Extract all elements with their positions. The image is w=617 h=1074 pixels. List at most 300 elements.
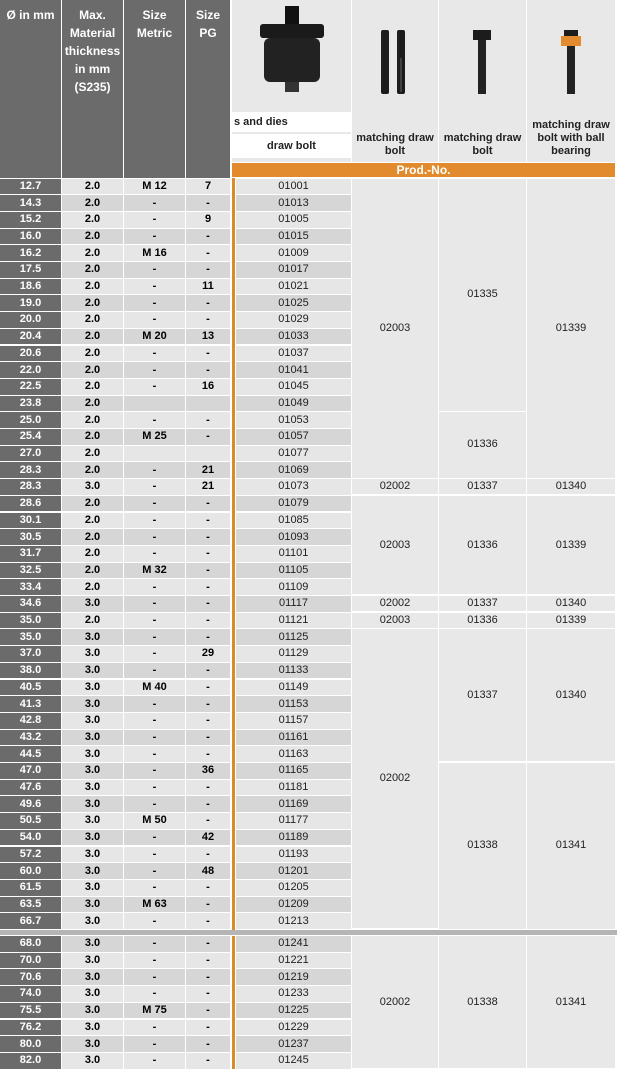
product-number-cell: 01069 [236, 462, 351, 478]
diameter-cell: 60.0 [0, 863, 61, 879]
product-number-cell: 01245 [236, 1053, 351, 1069]
bolt2-label: matching draw bolt [443, 132, 522, 157]
pg-cell: 42 [186, 830, 230, 846]
thickness-cell: 3.0 [62, 986, 123, 1002]
diameter-cell: 54.0 [0, 830, 61, 846]
diameter-cell: 14.3 [0, 195, 61, 211]
draw-bolt-3-cell: 01339 [527, 613, 615, 628]
pg-cell: - [186, 880, 230, 896]
metric-cell: - [124, 212, 185, 228]
draw-bolt-1-cell: 02003 [352, 179, 438, 478]
pg-cell: 7 [186, 179, 230, 195]
thickness-cell: 2.0 [62, 412, 123, 428]
metric-cell: - [124, 613, 185, 629]
product-number-cell: 01085 [236, 513, 351, 529]
pg-cell: - [186, 563, 230, 579]
thickness-cell: 2.0 [62, 529, 123, 545]
pg-cell: - [186, 1003, 230, 1019]
metric-cell: - [124, 262, 185, 278]
thickness-cell: 2.0 [62, 295, 123, 311]
metric-cell: M 50 [124, 813, 185, 829]
thickness-cell: 2.0 [62, 429, 123, 445]
metric-cell: - [124, 629, 185, 645]
metric-cell: - [124, 579, 185, 595]
product-number-cell: 01181 [236, 780, 351, 796]
pg-cell: - [186, 629, 230, 645]
punches-sublabel: draw bolt [267, 139, 316, 152]
product-number-cell: 01221 [236, 953, 351, 969]
thickness-cell: 3.0 [62, 813, 123, 829]
diameter-cell: 28.3 [0, 462, 61, 478]
product-number-cell: 01077 [236, 446, 351, 462]
diameter-cell: 28.6 [0, 496, 61, 512]
pg-cell [186, 446, 230, 462]
draw-bolt-2-cell: 01336 [439, 496, 526, 595]
pg-cell: - [186, 195, 230, 211]
metric-cell: - [124, 986, 185, 1002]
product-number-cell: 01073 [236, 479, 351, 495]
diameter-cell: 30.5 [0, 529, 61, 545]
draw-bolt-2-cell: 01337 [439, 479, 526, 494]
prod-no-bar: Prod.-No. [232, 163, 615, 177]
draw-bolt-2-cell: 01336 [439, 613, 526, 628]
thickness-cell: 3.0 [62, 969, 123, 985]
pg-cell: - [186, 847, 230, 863]
metric-cell: - [124, 346, 185, 362]
thickness-cell: 3.0 [62, 663, 123, 679]
metric-cell: - [124, 295, 185, 311]
diameter-cell: 31.7 [0, 546, 61, 562]
pg-cell: 11 [186, 279, 230, 295]
metric-cell: - [124, 312, 185, 328]
diameter-cell: 19.0 [0, 295, 61, 311]
metric-cell: M 75 [124, 1003, 185, 1019]
product-number-cell: 01105 [236, 563, 351, 579]
product-number-cell: 01237 [236, 1036, 351, 1052]
thickness-cell: 2.0 [62, 195, 123, 211]
metric-cell: - [124, 1036, 185, 1052]
product-number-cell: 01109 [236, 579, 351, 595]
draw-bolt-3-cell: 01340 [527, 629, 615, 761]
pg-cell: 13 [186, 329, 230, 345]
product-number-cell: 01079 [236, 496, 351, 512]
thickness-cell: 3.0 [62, 1036, 123, 1052]
diameter-cell: 18.6 [0, 279, 61, 295]
thickness-cell: 3.0 [62, 596, 123, 612]
pg-cell: - [186, 1020, 230, 1036]
thickness-cell: 3.0 [62, 730, 123, 746]
header-bolt3-column [527, 0, 615, 162]
thickness-cell: 2.0 [62, 329, 123, 345]
product-number-cell: 01209 [236, 897, 351, 913]
metric-cell: M 20 [124, 329, 185, 345]
pg-cell: - [186, 496, 230, 512]
metric-cell: - [124, 1020, 185, 1036]
product-number-cell: 01037 [236, 346, 351, 362]
product-number-cell: 01049 [236, 396, 351, 412]
metric-cell: - [124, 696, 185, 712]
product-number-cell: 01165 [236, 763, 351, 779]
thickness-cell: 2.0 [62, 513, 123, 529]
draw-bolt-1-cell: 02002 [352, 479, 438, 494]
draw-bolt-2-cell: 01337 [439, 596, 526, 611]
thickness-cell: 3.0 [62, 796, 123, 812]
product-number-cell: 01121 [236, 613, 351, 629]
diameter-cell: 66.7 [0, 913, 61, 929]
pg-cell: - [186, 680, 230, 696]
diameter-cell: 37.0 [0, 646, 61, 662]
product-number-cell: 01057 [236, 429, 351, 445]
metric-cell: - [124, 529, 185, 545]
pg-cell: - [186, 245, 230, 261]
pg-cell: - [186, 613, 230, 629]
punches-label: s and dies [234, 115, 288, 128]
diameter-cell: 80.0 [0, 1036, 61, 1052]
metric-cell: M 40 [124, 680, 185, 696]
product-number-cell: 01169 [236, 796, 351, 812]
pg-cell: - [186, 913, 230, 929]
pg-cell: - [186, 295, 230, 311]
product-number-cell: 01157 [236, 713, 351, 729]
diameter-cell: 33.4 [0, 579, 61, 595]
metric-cell: M 63 [124, 897, 185, 913]
thickness-cell: 2.0 [62, 496, 123, 512]
metric-cell: - [124, 496, 185, 512]
pg-cell: - [186, 936, 230, 952]
draw-bolt-1-cell: 02002 [352, 936, 438, 1068]
metric-cell: - [124, 969, 185, 985]
draw-bolt-1-cell: 02003 [352, 613, 438, 628]
diameter-cell: 63.5 [0, 897, 61, 913]
product-number-cell: 01161 [236, 730, 351, 746]
thickness-cell: 2.0 [62, 279, 123, 295]
product-number-cell: 01013 [236, 195, 351, 211]
pg-cell: - [186, 796, 230, 812]
diameter-cell: 43.2 [0, 730, 61, 746]
metric-cell: - [124, 830, 185, 846]
pg-cell: - [186, 1036, 230, 1052]
draw-bolt-2-cell: 01338 [439, 936, 526, 1068]
draw-bolt-2-cell: 01336 [439, 412, 526, 477]
product-number-cell: 01125 [236, 629, 351, 645]
thickness-cell: 3.0 [62, 780, 123, 796]
metric-cell: - [124, 763, 185, 779]
diameter-cell: 57.2 [0, 847, 61, 863]
metric-cell: M 12 [124, 179, 185, 195]
metric-cell: - [124, 780, 185, 796]
thickness-cell: 2.0 [62, 262, 123, 278]
diameter-cell: 20.4 [0, 329, 61, 345]
thickness-cell: 3.0 [62, 479, 123, 495]
product-number-cell: 01241 [236, 936, 351, 952]
thickness-cell: 3.0 [62, 863, 123, 879]
diameter-cell: 41.3 [0, 696, 61, 712]
metric-cell: - [124, 646, 185, 662]
thickness-cell: 3.0 [62, 629, 123, 645]
thickness-cell: 3.0 [62, 713, 123, 729]
metric-cell: - [124, 479, 185, 495]
pg-cell: 16 [186, 379, 230, 395]
orange-marker [232, 936, 235, 1070]
pg-cell: - [186, 813, 230, 829]
product-number-cell: 01219 [236, 969, 351, 985]
metric-cell: - [124, 746, 185, 762]
thickness-cell: 2.0 [62, 579, 123, 595]
pg-cell: - [186, 346, 230, 362]
draw-bolt-1-cell: 02003 [352, 496, 438, 595]
product-number-cell: 01045 [236, 379, 351, 395]
pg-cell: - [186, 746, 230, 762]
pg-cell: - [186, 262, 230, 278]
thickness-cell: 3.0 [62, 936, 123, 952]
metric-cell: - [124, 730, 185, 746]
thickness-cell: 2.0 [62, 546, 123, 562]
metric-cell: - [124, 663, 185, 679]
diameter-cell: 70.6 [0, 969, 61, 985]
product-number-cell: 01213 [236, 913, 351, 929]
diameter-cell: 44.5 [0, 746, 61, 762]
diameter-cell: 35.0 [0, 613, 61, 629]
pg-cell [186, 396, 230, 412]
pg-cell: - [186, 362, 230, 378]
diameter-cell: 70.0 [0, 953, 61, 969]
thickness-cell: 2.0 [62, 245, 123, 261]
product-number-cell: 01033 [236, 329, 351, 345]
diameter-cell: 42.8 [0, 713, 61, 729]
diameter-cell: 27.0 [0, 446, 61, 462]
thickness-cell: 3.0 [62, 1053, 123, 1069]
diameter-cell: 75.5 [0, 1003, 61, 1019]
metric-cell: - [124, 195, 185, 211]
draw-bolt-3-cell: 01339 [527, 179, 615, 478]
metric-cell: M 25 [124, 429, 185, 445]
pg-cell: - [186, 429, 230, 445]
thickness-cell: 2.0 [62, 462, 123, 478]
product-number-cell: 01193 [236, 847, 351, 863]
metric-cell: - [124, 412, 185, 428]
thickness-cell: 3.0 [62, 830, 123, 846]
metric-cell [124, 446, 185, 462]
pg-cell: 36 [186, 763, 230, 779]
metric-cell: - [124, 462, 185, 478]
pg-cell: - [186, 513, 230, 529]
diameter-cell: 20.0 [0, 312, 61, 328]
header-pg: Size PG [186, 0, 230, 178]
draw-bolt-3-cell: 01340 [527, 596, 615, 611]
thickness-cell: 2.0 [62, 229, 123, 245]
diameter-cell: 82.0 [0, 1053, 61, 1069]
thickness-cell: 2.0 [62, 446, 123, 462]
metric-cell: - [124, 863, 185, 879]
product-number-cell: 01017 [236, 262, 351, 278]
pg-cell: 48 [186, 863, 230, 879]
bolt3-label: matching draw bolt with ball bearing [532, 119, 610, 157]
product-number-cell: 01053 [236, 412, 351, 428]
metric-cell: M 32 [124, 563, 185, 579]
punch-die-set-icon [252, 4, 332, 104]
thickness-cell: 3.0 [62, 953, 123, 969]
draw-bolt-bearing-icon [556, 28, 586, 98]
pg-cell: - [186, 663, 230, 679]
thickness-cell: 3.0 [62, 847, 123, 863]
draw-bolt-2-cell: 01338 [439, 763, 526, 929]
product-number-cell: 01153 [236, 696, 351, 712]
diameter-cell: 12.7 [0, 179, 61, 195]
product-number-cell: 01201 [236, 863, 351, 879]
diameter-cell: 74.0 [0, 986, 61, 1002]
product-number-cell: 01001 [236, 179, 351, 195]
thickness-cell: 3.0 [62, 880, 123, 896]
header-punch-column [232, 0, 351, 162]
product-number-cell: 01205 [236, 880, 351, 896]
metric-cell: - [124, 913, 185, 929]
product-number-cell: 01025 [236, 295, 351, 311]
diameter-cell: 61.5 [0, 880, 61, 896]
header-metric: Size Metric [124, 0, 185, 178]
pg-cell: - [186, 412, 230, 428]
draw-bolt-1-cell: 02002 [352, 629, 438, 928]
diameter-cell: 68.0 [0, 936, 61, 952]
metric-cell: - [124, 796, 185, 812]
product-number-cell: 01177 [236, 813, 351, 829]
diameter-cell: 32.5 [0, 563, 61, 579]
pg-cell: - [186, 897, 230, 913]
diameter-cell: 30.1 [0, 513, 61, 529]
product-number-cell: 01005 [236, 212, 351, 228]
metric-cell: - [124, 546, 185, 562]
pg-cell: - [186, 986, 230, 1002]
thickness-cell: 2.0 [62, 346, 123, 362]
product-number-cell: 01093 [236, 529, 351, 545]
draw-bolt-hex-icon [467, 28, 497, 98]
thickness-cell: 3.0 [62, 696, 123, 712]
thickness-cell: 3.0 [62, 680, 123, 696]
product-number-cell: 01189 [236, 830, 351, 846]
metric-cell: - [124, 953, 185, 969]
metric-cell: - [124, 847, 185, 863]
diameter-cell: 25.4 [0, 429, 61, 445]
pg-cell: - [186, 969, 230, 985]
metric-cell: - [124, 713, 185, 729]
bolt1-label: matching draw bolt [356, 132, 434, 157]
diameter-cell: 40.5 [0, 680, 61, 696]
diameter-cell: 50.5 [0, 813, 61, 829]
thickness-cell: 3.0 [62, 897, 123, 913]
diameter-cell: 25.0 [0, 412, 61, 428]
pg-cell: - [186, 780, 230, 796]
diameter-cell: 23.8 [0, 396, 61, 412]
pg-cell: - [186, 730, 230, 746]
diameter-cell: 34.6 [0, 596, 61, 612]
draw-bolt-1-cell: 02002 [352, 596, 438, 611]
section-divider [0, 930, 617, 935]
thickness-cell: 3.0 [62, 763, 123, 779]
product-number-cell: 01041 [236, 362, 351, 378]
diameter-cell: 38.0 [0, 663, 61, 679]
metric-cell: - [124, 936, 185, 952]
metric-cell: - [124, 279, 185, 295]
metric-cell: - [124, 229, 185, 245]
thickness-cell: 2.0 [62, 563, 123, 579]
product-number-cell: 01233 [236, 986, 351, 1002]
pg-cell: - [186, 229, 230, 245]
diameter-cell: 35.0 [0, 629, 61, 645]
diameter-cell: 15.2 [0, 212, 61, 228]
draw-bolt-2-cell: 01335 [439, 179, 526, 411]
diameter-cell: 28.3 [0, 479, 61, 495]
thickness-cell: 3.0 [62, 913, 123, 929]
diameter-cell: 20.6 [0, 346, 61, 362]
diameter-cell: 47.0 [0, 763, 61, 779]
thickness-cell: 2.0 [62, 212, 123, 228]
product-number-cell: 01133 [236, 663, 351, 679]
thickness-cell: 3.0 [62, 1020, 123, 1036]
product-number-cell: 01009 [236, 245, 351, 261]
diameter-cell: 47.6 [0, 780, 61, 796]
header-diameter: Ø in mm [0, 0, 61, 178]
thickness-cell: 2.0 [62, 179, 123, 195]
diameter-cell: 17.5 [0, 262, 61, 278]
pg-cell: - [186, 529, 230, 545]
orange-marker [232, 178, 235, 930]
pg-cell: - [186, 312, 230, 328]
thickness-cell: 2.0 [62, 362, 123, 378]
pg-cell: - [186, 579, 230, 595]
diameter-cell: 16.0 [0, 229, 61, 245]
product-number-cell: 01021 [236, 279, 351, 295]
thickness-cell: 2.0 [62, 613, 123, 629]
draw-bolt-3-cell: 01341 [527, 936, 615, 1068]
draw-bolt-3-cell: 01340 [527, 479, 615, 494]
pg-cell: - [186, 953, 230, 969]
pg-cell: - [186, 546, 230, 562]
metric-cell: M 16 [124, 245, 185, 261]
product-number-cell: 01129 [236, 646, 351, 662]
pg-cell: 9 [186, 212, 230, 228]
thickness-cell: 3.0 [62, 646, 123, 662]
metric-cell [124, 396, 185, 412]
diameter-cell: 16.2 [0, 245, 61, 261]
thickness-cell: 3.0 [62, 1003, 123, 1019]
metric-cell: - [124, 1053, 185, 1069]
pg-cell: 21 [186, 462, 230, 478]
product-number-cell: 01101 [236, 546, 351, 562]
product-number-cell: 01149 [236, 680, 351, 696]
product-number-cell: 01029 [236, 312, 351, 328]
header-thickness: Max. Material thickness in mm (S235) [62, 0, 123, 178]
pg-cell: - [186, 1053, 230, 1069]
draw-bolt-icon [375, 28, 415, 98]
header-bolt1-column [352, 0, 438, 162]
diameter-cell: 76.2 [0, 1020, 61, 1036]
thickness-cell: 2.0 [62, 312, 123, 328]
metric-cell: - [124, 513, 185, 529]
diameter-cell: 49.6 [0, 796, 61, 812]
product-number-cell: 01229 [236, 1020, 351, 1036]
product-number-cell: 01015 [236, 229, 351, 245]
pg-cell: - [186, 696, 230, 712]
product-number-cell: 01163 [236, 746, 351, 762]
metric-cell: - [124, 379, 185, 395]
product-number-cell: 01117 [236, 596, 351, 612]
header-bolt2-column [439, 0, 526, 162]
pg-cell: 21 [186, 479, 230, 495]
pg-cell: - [186, 596, 230, 612]
metric-cell: - [124, 880, 185, 896]
thickness-cell: 3.0 [62, 746, 123, 762]
thickness-cell: 2.0 [62, 379, 123, 395]
metric-cell: - [124, 596, 185, 612]
